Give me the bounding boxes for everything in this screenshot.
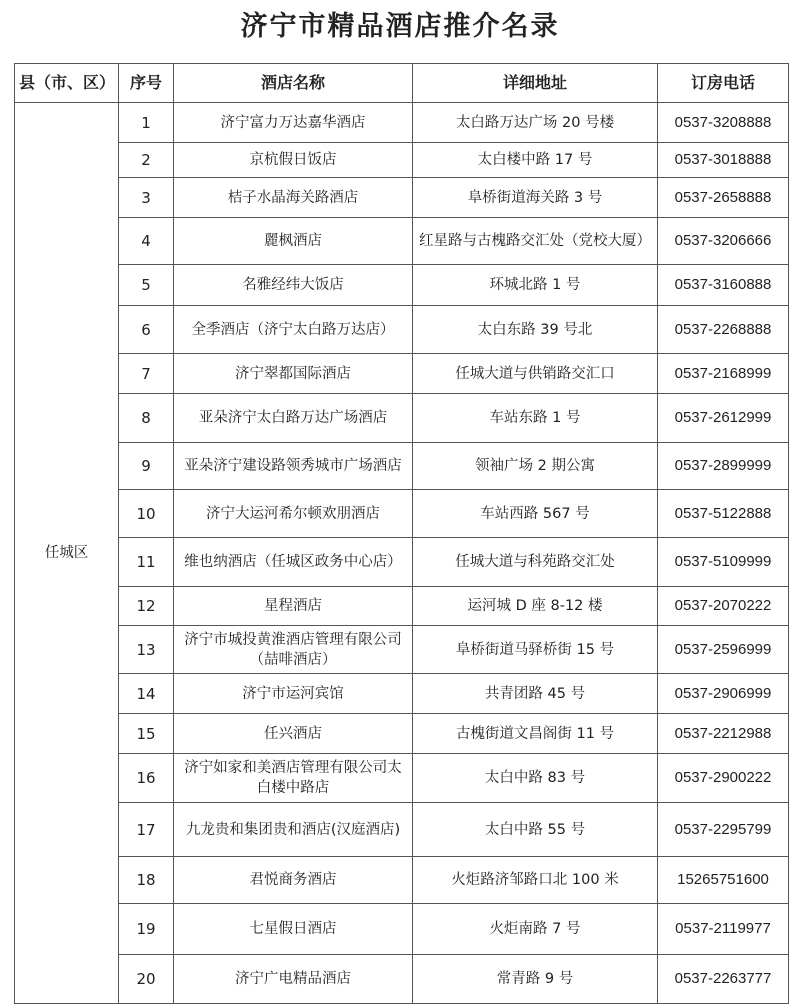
row-number: 1 (119, 103, 174, 143)
hotel-phone: 0537-3160888 (658, 265, 789, 306)
hotel-phone: 0537-3206666 (658, 218, 789, 265)
hotel-phone: 0537-2612999 (658, 394, 789, 443)
hotel-phone: 0537-3208888 (658, 103, 789, 143)
hotel-address: 任城大道与供销路交汇口 (413, 354, 658, 394)
hotel-phone: 0537-2168999 (658, 354, 789, 394)
hotel-address: 阜桥街道马驿桥街 15 号 (413, 626, 658, 674)
hotel-address: 红星路与古槐路交汇处（党校大厦） (413, 218, 658, 265)
row-number: 19 (119, 904, 174, 955)
row-number: 12 (119, 587, 174, 626)
row-number: 11 (119, 538, 174, 587)
table-row (15, 714, 789, 754)
hotel-address: 任城大道与科苑路交汇处 (413, 538, 658, 587)
hotel-name: 济宁如家和美酒店管理有限公司太白楼中路店 (174, 754, 413, 803)
hotel-phone: 0537-5109999 (658, 538, 789, 587)
hotel-phone: 0537-2596999 (658, 626, 789, 674)
hotel-name: 桔子水晶海关路酒店 (174, 178, 413, 218)
row-number: 20 (119, 955, 174, 1004)
table-row (15, 626, 789, 674)
hotel-table (14, 63, 789, 1004)
header-hotel-name: 酒店名称 (174, 64, 413, 103)
hotel-address: 火炬南路 7 号 (413, 904, 658, 955)
hotel-phone: 0537-3018888 (658, 143, 789, 178)
hotel-name: 维也纳酒店（任城区政务中心店） (174, 538, 413, 587)
hotel-phone: 0537-2658888 (658, 178, 789, 218)
hotel-address: 环城北路 1 号 (413, 265, 658, 306)
table-row (15, 143, 789, 178)
table-row (15, 587, 789, 626)
row-number: 4 (119, 218, 174, 265)
row-number: 9 (119, 443, 174, 490)
header-district: 县（市、区） (15, 64, 119, 103)
hotel-phone: 0537-2070222 (658, 587, 789, 626)
hotel-phone: 0537-2899999 (658, 443, 789, 490)
table-row (15, 443, 789, 490)
hotel-name: 君悦商务酒店 (174, 857, 413, 904)
table-row (15, 394, 789, 443)
hotel-address: 常青路 9 号 (413, 955, 658, 1004)
row-number: 10 (119, 490, 174, 538)
hotel-name: 济宁翠都国际酒店 (174, 354, 413, 394)
hotel-address: 太白东路 39 号北 (413, 306, 658, 354)
hotel-address: 古槐街道文昌阁街 11 号 (413, 714, 658, 754)
row-number: 15 (119, 714, 174, 754)
hotel-address: 太白中路 55 号 (413, 803, 658, 857)
row-number: 17 (119, 803, 174, 857)
hotel-address: 共青团路 45 号 (413, 674, 658, 714)
hotel-address: 运河城 D 座 8-12 楼 (413, 587, 658, 626)
row-number: 14 (119, 674, 174, 714)
hotel-phone: 0537-2263777 (658, 955, 789, 1004)
hotel-name: 济宁广电精品酒店 (174, 955, 413, 1004)
table-row (15, 490, 789, 538)
district-cell: 任城区 (15, 103, 119, 1004)
row-number: 13 (119, 626, 174, 674)
table-row (15, 904, 789, 955)
hotel-address: 太白路万达广场 20 号楼 (413, 103, 658, 143)
row-number: 7 (119, 354, 174, 394)
table-row (15, 538, 789, 587)
hotel-name: 九龙贵和集团贵和酒店(汉庭酒店) (174, 803, 413, 857)
row-number: 8 (119, 394, 174, 443)
table-row (15, 306, 789, 354)
table-row (15, 674, 789, 714)
table-row (15, 354, 789, 394)
hotel-phone: 0537-5122888 (658, 490, 789, 538)
hotel-phone: 0537-2212988 (658, 714, 789, 754)
hotel-name: 亚朵济宁建设路领秀城市广场酒店 (174, 443, 413, 490)
hotel-address: 太白楼中路 17 号 (413, 143, 658, 178)
page-title: 济宁市精品酒店推介名录 (240, 11, 560, 42)
hotel-phone: 0537-2119977 (658, 904, 789, 955)
table-row (15, 218, 789, 265)
hotel-address: 领袖广场 2 期公寓 (413, 443, 658, 490)
hotel-address: 车站东路 1 号 (413, 394, 658, 443)
header-number: 序号 (119, 64, 174, 103)
hotel-name: 济宁市城投黄淮酒店管理有限公司（喆啡酒店） (174, 626, 413, 674)
hotel-name: 星程酒店 (174, 587, 413, 626)
hotel-name: 七星假日酒店 (174, 904, 413, 955)
table-row (15, 754, 789, 803)
table-row (15, 178, 789, 218)
table-row (15, 265, 789, 306)
row-number: 18 (119, 857, 174, 904)
hotel-name: 名雅经纬大饭店 (174, 265, 413, 306)
hotel-name: 亚朵济宁太白路万达广场酒店 (174, 394, 413, 443)
hotel-name: 麗枫酒店 (174, 218, 413, 265)
header-phone: 订房电话 (658, 64, 789, 103)
hotel-name: 济宁市运河宾馆 (174, 674, 413, 714)
header-address: 详细地址 (413, 64, 658, 103)
hotel-address: 车站西路 567 号 (413, 490, 658, 538)
hotel-name: 京杭假日饭店 (174, 143, 413, 178)
table-row (15, 857, 789, 904)
hotel-name: 全季酒店（济宁太白路万达店） (174, 306, 413, 354)
hotel-name: 任兴酒店 (174, 714, 413, 754)
row-number: 16 (119, 754, 174, 803)
row-number: 3 (119, 178, 174, 218)
row-number: 5 (119, 265, 174, 306)
hotel-address: 阜桥街道海关路 3 号 (413, 178, 658, 218)
hotel-name: 济宁大运河希尔顿欢朋酒店 (174, 490, 413, 538)
row-number: 2 (119, 143, 174, 178)
hotel-address: 太白中路 83 号 (413, 754, 658, 803)
hotel-phone: 0537-2900222 (658, 754, 789, 803)
hotel-address: 火炬路济邹路口北 100 米 (413, 857, 658, 904)
table-row (15, 103, 789, 143)
table-header-row (15, 64, 789, 103)
row-number: 6 (119, 306, 174, 354)
hotel-phone: 0537-2906999 (658, 674, 789, 714)
table-row (15, 803, 789, 857)
hotel-name: 济宁富力万达嘉华酒店 (174, 103, 413, 143)
table-row (15, 955, 789, 1004)
hotel-phone: 15265751600 (658, 857, 789, 904)
hotel-phone: 0537-2295799 (658, 803, 789, 857)
hotel-phone: 0537-2268888 (658, 306, 789, 354)
